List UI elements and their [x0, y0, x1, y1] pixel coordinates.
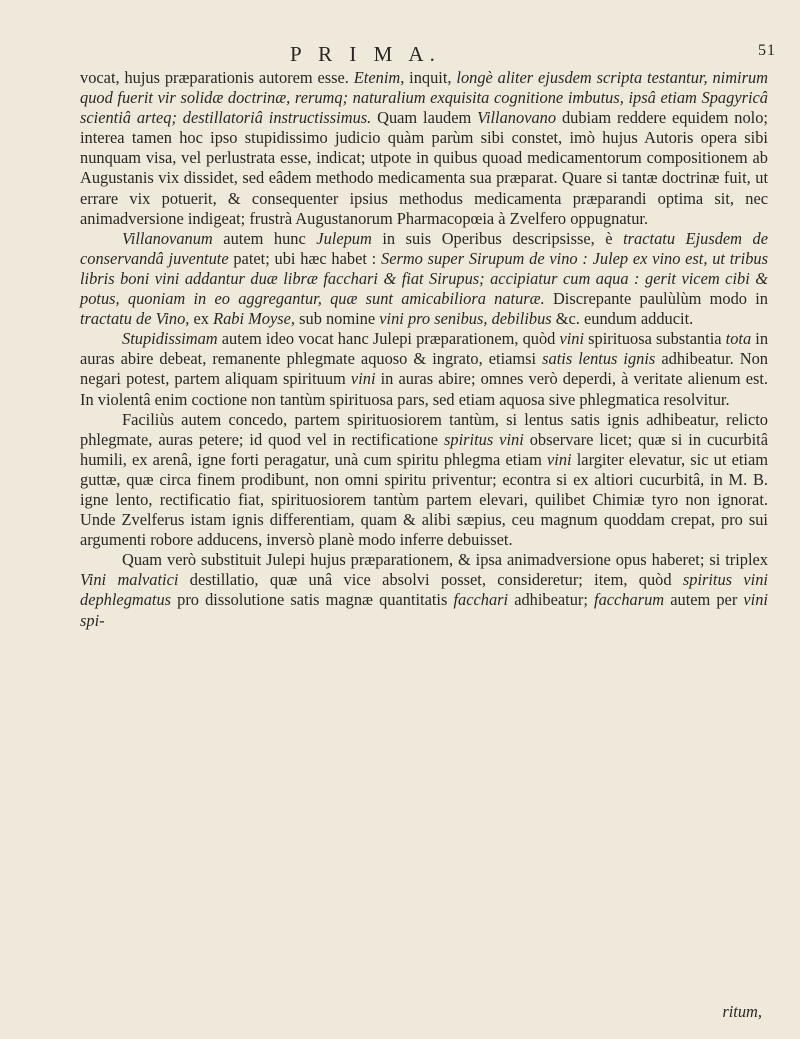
- italic-run: Villanovano: [477, 108, 562, 128]
- text-run: in auras abire debeat, remanente phlegmate aquoso & ingrato, etiamsi: [80, 329, 769, 369]
- italic-run: tractatu de Vino,: [80, 309, 194, 329]
- text-run: adhibeatur. Non negari potest, partem aliquam spirituum: [80, 349, 768, 389]
- italic-run: Vini malvatici: [80, 570, 190, 590]
- italic-run: vini pro senibus, debilibus: [379, 309, 556, 329]
- paragraph: [80, 229, 768, 329]
- text-run: Quam laudem: [377, 108, 478, 128]
- text-run: spirituosa substantia: [588, 329, 726, 349]
- text-run: in suis Operibus descripsisse, è: [382, 228, 624, 248]
- text-run: &c. eundum adducit.: [555, 309, 694, 329]
- italic-run: tractatu Ejusdem de conservandâ juventute: [80, 228, 769, 268]
- italic-run: longè aliter ejusdem scripta testantur, nimirum quod fuerit vir solidæ doctrinæ, rerumq; naturalium exquisita cognitione imbutus, ipsâ etiam Spagyricâ scientiâ arteq; destillatoriâ instructissimus.: [80, 68, 768, 128]
- text-run: observare licet; quæ si in cucurbitâ humili, ex arenâ, igne forti peragatur, unà cum spiritu phlegma etiam: [80, 429, 768, 469]
- text-run: ex: [193, 309, 214, 329]
- page-number: 51: [758, 42, 776, 59]
- text-run: Faciliùs autem concedo, partem spirituosiorem tantùm, si lentus satis ignis adhibeatur, relicto phlegmate, auras petere; id quod vel in rectificatione: [80, 409, 768, 449]
- italic-run: tota: [725, 329, 756, 349]
- paragraph: [80, 410, 768, 551]
- text-run: largiter elevatur, sic ut etiam guttæ, quæ circa finem prodibunt, non omni spiritu priventur; econtra si ex altiori cucurbitâ, in M. B. igne lento, rectificatio fiat, spirituosiorem tantùm partem elevari, quilibet Chimiæ tyro non ignorat. Unde Zvelferus istam ignis differentiam, quam & alibi sæpius, ceu magnum quoddam crepat, pro sui argumenti robore adducens, inversò planè modo inferre debuisset.: [80, 449, 768, 550]
- text-run: autem hunc: [223, 228, 317, 248]
- italic-run: vini: [350, 369, 381, 389]
- italic-run: spiritus vini dephlegmatus: [80, 570, 768, 610]
- text-run: adhibeatur;: [514, 590, 595, 610]
- paragraph: [80, 329, 768, 409]
- text-run: autem ideo vocat hanc Julepi præparationem, quòd: [221, 329, 560, 349]
- italic-run: vini: [547, 449, 577, 469]
- italic-run: vini spi-: [80, 590, 768, 630]
- italic-run: facchari: [453, 590, 515, 610]
- italic-run: vini: [559, 329, 589, 349]
- text-run: destillatio, quæ unâ vice absolvi posset, consideretur; item, quòd: [189, 570, 683, 590]
- text-run: vocat, hujus præparationis autorem esse.: [80, 68, 354, 87]
- text-run: inquit,: [409, 68, 457, 87]
- italic-run: Etenim,: [353, 68, 410, 87]
- paragraph: [80, 68, 768, 229]
- running-header: [0, 42, 800, 66]
- italic-run: spiritus vini: [444, 429, 530, 449]
- text-run: Discrepante paulùlùm modo in: [552, 289, 768, 309]
- paragraph: [80, 550, 768, 650]
- italic-run: Rabi Moyse,: [213, 309, 300, 329]
- italic-run: Stupidissimam: [122, 329, 222, 349]
- body-text: [80, 68, 768, 651]
- text-run: pro dissolutione satis magnæ quantitatis: [177, 590, 454, 610]
- text-run: Quam verò substituit Julepi hujus præparationem, & ipsa animadversione opus haberet; si triplex: [122, 550, 768, 570]
- text-run: patet; ubi hæc habet :: [233, 248, 381, 268]
- italic-run: Sermo super Sirupum de vino : Julep ex vino est, ut tribus libris boni vini addantur duæ libræ facchari & fiat Sirupus; accipiatur cum aqua : gerit vicem cibi & potus, quoniam in eo aggregantur, quæ sunt amicabiliora naturæ.: [80, 248, 768, 309]
- page-title: P R I M A.: [290, 42, 441, 66]
- italic-run: faccharum: [594, 590, 671, 610]
- catchword: ritum,: [722, 1002, 762, 1021]
- text-run: autem per: [670, 590, 744, 610]
- italic-run: Villanovanum: [122, 228, 224, 248]
- text-run: dubiam reddere equidem nolo; interea tamen hoc ipso stupidissimo judicio quàm parùm sibi constet, imò hujus Autoris opera sibi nunquam visa, vel perlustrata esse, indicat; utpote in quibus quoad medicamentorum compositionem ab Augustanis vix dissidet, sed eâdem methodo medicamenta sua præparat. Quare si tantæ doctrinæ fuit, ut errare vix potuerit, & consequenter ipsius methodus medicamenta præparandi optima sit, nec animadversione indigeat; frustrà Augustanorum Pharmacopœia à Zvelfero oppugnatur.: [80, 108, 768, 228]
- italic-run: satis lentus ignis: [542, 349, 662, 369]
- text-run: in auras abire; omnes verò deperdi, à veritate alienum est. In violentâ enim coctione non tantùm spirituosa pars, sed etiam aquosa sive phlegmatica resolvitur.: [80, 369, 768, 409]
- text-run: sub nomine: [299, 309, 380, 329]
- italic-run: Julepum: [316, 228, 383, 248]
